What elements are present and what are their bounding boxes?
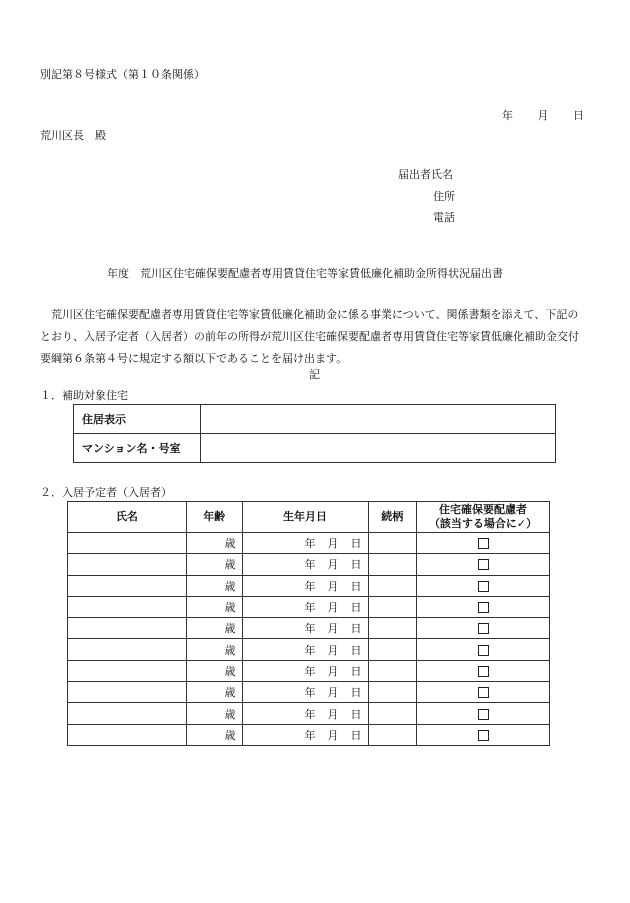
dob-month-label: 月 bbox=[327, 664, 339, 678]
dob-month-label: 月 bbox=[327, 622, 339, 636]
resident-name-cell[interactable] bbox=[68, 596, 187, 617]
table-row bbox=[68, 703, 550, 724]
resident-relation-cell[interactable] bbox=[368, 703, 417, 724]
table-header-row bbox=[68, 502, 550, 533]
resident-dob-cell[interactable] bbox=[242, 660, 368, 681]
dob-year-label: 年 bbox=[304, 707, 316, 721]
resident-age-cell[interactable] bbox=[186, 703, 242, 724]
resident-age-cell[interactable] bbox=[186, 639, 242, 660]
dob-day-label: 日 bbox=[350, 686, 362, 700]
priority-checkbox[interactable] bbox=[478, 645, 489, 656]
table-row bbox=[68, 682, 550, 703]
dob-day-label: 日 bbox=[350, 728, 362, 742]
resident-name-cell[interactable] bbox=[68, 618, 187, 639]
dob-day-label: 日 bbox=[350, 622, 362, 636]
resident-relation-cell[interactable] bbox=[368, 533, 417, 554]
table-row bbox=[74, 434, 556, 463]
resident-name-cell[interactable] bbox=[68, 554, 187, 575]
dob-day-label: 日 bbox=[350, 601, 362, 615]
priority-checkbox-cell bbox=[417, 660, 550, 681]
resident-table bbox=[67, 501, 550, 746]
dob-year-label: 年 bbox=[304, 643, 316, 657]
priority-checkbox[interactable] bbox=[478, 538, 489, 549]
header-priority bbox=[417, 502, 550, 533]
resident-dob-cell[interactable] bbox=[242, 596, 368, 617]
table-row bbox=[68, 618, 550, 639]
priority-checkbox-cell bbox=[417, 682, 550, 703]
priority-checkbox[interactable] bbox=[478, 602, 489, 613]
dob-year-label: 年 bbox=[304, 558, 316, 572]
resident-dob-cell[interactable] bbox=[242, 703, 368, 724]
age-unit-label: 歳 bbox=[224, 601, 236, 615]
date-year-label: 年 bbox=[502, 109, 513, 122]
table-row bbox=[68, 554, 550, 575]
document-title: 年度 荒川区住宅確保要配慮者専用賃貸住宅等家賃低廉化補助金所得状況届出書 bbox=[107, 267, 503, 280]
resident-dob-cell[interactable] bbox=[242, 533, 368, 554]
header-dob: 生年月日 bbox=[242, 502, 368, 533]
resident-relation-cell[interactable] bbox=[368, 660, 417, 681]
dob-year-label: 年 bbox=[304, 664, 316, 678]
resident-dob-cell[interactable] bbox=[242, 682, 368, 703]
form-number-label: 別記第８号様式（第１０条関係） bbox=[40, 68, 205, 81]
resident-relation-cell[interactable] bbox=[368, 618, 417, 639]
dob-month-label: 月 bbox=[327, 643, 339, 657]
resident-age-cell[interactable] bbox=[186, 724, 242, 745]
resident-relation-cell[interactable] bbox=[368, 554, 417, 575]
table-row bbox=[68, 660, 550, 681]
header-age: 年齢 bbox=[186, 502, 242, 533]
table-row bbox=[68, 596, 550, 617]
dob-day-label: 日 bbox=[350, 643, 362, 657]
table-row bbox=[68, 724, 550, 745]
applicant-address-label: 住所 bbox=[433, 190, 455, 203]
dob-day-label: 日 bbox=[350, 558, 362, 572]
table-row bbox=[74, 405, 556, 434]
dob-month-label: 月 bbox=[327, 579, 339, 593]
resident-dob-cell[interactable] bbox=[242, 639, 368, 660]
address-display-field[interactable] bbox=[201, 405, 556, 434]
resident-age-cell[interactable] bbox=[186, 682, 242, 703]
resident-dob-cell[interactable] bbox=[242, 618, 368, 639]
mansion-room-label: マンション名・号室 bbox=[74, 434, 201, 463]
age-unit-label: 歳 bbox=[224, 707, 236, 721]
priority-checkbox[interactable] bbox=[478, 709, 489, 720]
priority-checkbox-cell bbox=[417, 703, 550, 724]
resident-name-cell[interactable] bbox=[68, 575, 187, 596]
resident-name-cell[interactable] bbox=[68, 533, 187, 554]
table-row bbox=[68, 533, 550, 554]
priority-checkbox[interactable] bbox=[478, 666, 489, 677]
resident-relation-cell[interactable] bbox=[368, 724, 417, 745]
age-unit-label: 歳 bbox=[224, 579, 236, 593]
resident-relation-cell[interactable] bbox=[368, 682, 417, 703]
table-row bbox=[68, 575, 550, 596]
age-unit-label: 歳 bbox=[224, 728, 236, 742]
resident-name-cell[interactable] bbox=[68, 682, 187, 703]
resident-relation-cell[interactable] bbox=[368, 639, 417, 660]
date-line bbox=[502, 107, 584, 123]
dob-year-label: 年 bbox=[304, 728, 316, 742]
priority-checkbox[interactable] bbox=[478, 730, 489, 741]
priority-checkbox[interactable] bbox=[478, 687, 489, 698]
priority-checkbox[interactable] bbox=[478, 623, 489, 634]
dob-year-label: 年 bbox=[304, 622, 316, 636]
resident-dob-cell[interactable] bbox=[242, 554, 368, 575]
priority-checkbox-cell bbox=[417, 554, 550, 575]
resident-age-cell[interactable] bbox=[186, 618, 242, 639]
resident-age-cell[interactable] bbox=[186, 596, 242, 617]
dob-month-label: 月 bbox=[327, 558, 339, 572]
dob-year-label: 年 bbox=[304, 537, 316, 551]
header-name: 氏名 bbox=[68, 502, 187, 533]
dob-year-label: 年 bbox=[304, 686, 316, 700]
section2-heading: ２．入居予定者（入居者） bbox=[40, 486, 172, 499]
dob-month-label: 月 bbox=[327, 537, 339, 551]
resident-age-cell[interactable] bbox=[186, 660, 242, 681]
age-unit-label: 歳 bbox=[224, 686, 236, 700]
priority-checkbox-cell bbox=[417, 639, 550, 660]
age-unit-label: 歳 bbox=[224, 664, 236, 678]
dob-month-label: 月 bbox=[327, 601, 339, 615]
resident-name-cell[interactable] bbox=[68, 639, 187, 660]
resident-relation-cell[interactable] bbox=[368, 575, 417, 596]
resident-name-cell[interactable] bbox=[68, 660, 187, 681]
age-unit-label: 歳 bbox=[224, 558, 236, 572]
priority-checkbox-cell bbox=[417, 618, 550, 639]
section1-heading: １．補助対象住宅 bbox=[40, 389, 128, 402]
dob-day-label: 日 bbox=[350, 537, 362, 551]
priority-checkbox-cell bbox=[417, 533, 550, 554]
header-relation: 続柄 bbox=[368, 502, 417, 533]
dob-month-label: 月 bbox=[327, 686, 339, 700]
target-housing-table bbox=[73, 404, 556, 463]
dob-year-label: 年 bbox=[304, 601, 316, 615]
address-display-label: 住居表示 bbox=[74, 405, 201, 434]
age-unit-label: 歳 bbox=[224, 643, 236, 657]
priority-checkbox[interactable] bbox=[478, 559, 489, 570]
header-priority-line1: 住宅確保要配慮者 bbox=[439, 503, 528, 516]
age-unit-label: 歳 bbox=[224, 622, 236, 636]
date-month-label: 月 bbox=[537, 109, 549, 122]
resident-table-body bbox=[68, 533, 550, 746]
ki-marker: 記 bbox=[309, 368, 320, 381]
date-day-label: 日 bbox=[573, 109, 584, 122]
resident-dob-cell[interactable] bbox=[242, 575, 368, 596]
priority-checkbox[interactable] bbox=[478, 581, 489, 592]
resident-relation-cell[interactable] bbox=[368, 596, 417, 617]
mansion-room-field[interactable] bbox=[201, 434, 556, 463]
addressee: 荒川区長 殿 bbox=[40, 129, 106, 142]
header-priority-line2: （該当する場合に✓） bbox=[428, 517, 538, 530]
resident-age-cell[interactable] bbox=[186, 575, 242, 596]
priority-checkbox-cell bbox=[417, 724, 550, 745]
dob-day-label: 日 bbox=[350, 664, 362, 678]
resident-dob-cell[interactable] bbox=[242, 724, 368, 745]
resident-name-cell[interactable] bbox=[68, 703, 187, 724]
resident-age-cell[interactable] bbox=[186, 554, 242, 575]
body-paragraph: 荒川区住宅確保要配慮者専用賃貸住宅等家賃低廉化補助金に係る事業について、関係書類を添えて、下記のとおり、入居予定者（入居者）の前年の所得が荒川区住宅確保要配慮者専用賃貸住宅等家賃低廉化補助金交付要綱第６条第４号に規定する額以下であることを届け出ます。 bbox=[40, 308, 579, 365]
dob-year-label: 年 bbox=[304, 579, 316, 593]
dob-month-label: 月 bbox=[327, 728, 339, 742]
resident-name-cell[interactable] bbox=[68, 724, 187, 745]
priority-checkbox-cell bbox=[417, 575, 550, 596]
dob-day-label: 日 bbox=[350, 579, 362, 593]
dob-month-label: 月 bbox=[327, 707, 339, 721]
priority-checkbox-cell bbox=[417, 596, 550, 617]
applicant-phone-label: 電話 bbox=[433, 211, 455, 224]
applicant-name-label: 届出者氏名 bbox=[398, 168, 453, 181]
dob-day-label: 日 bbox=[350, 707, 362, 721]
resident-age-cell[interactable] bbox=[186, 533, 242, 554]
age-unit-label: 歳 bbox=[224, 537, 236, 551]
table-row bbox=[68, 639, 550, 660]
